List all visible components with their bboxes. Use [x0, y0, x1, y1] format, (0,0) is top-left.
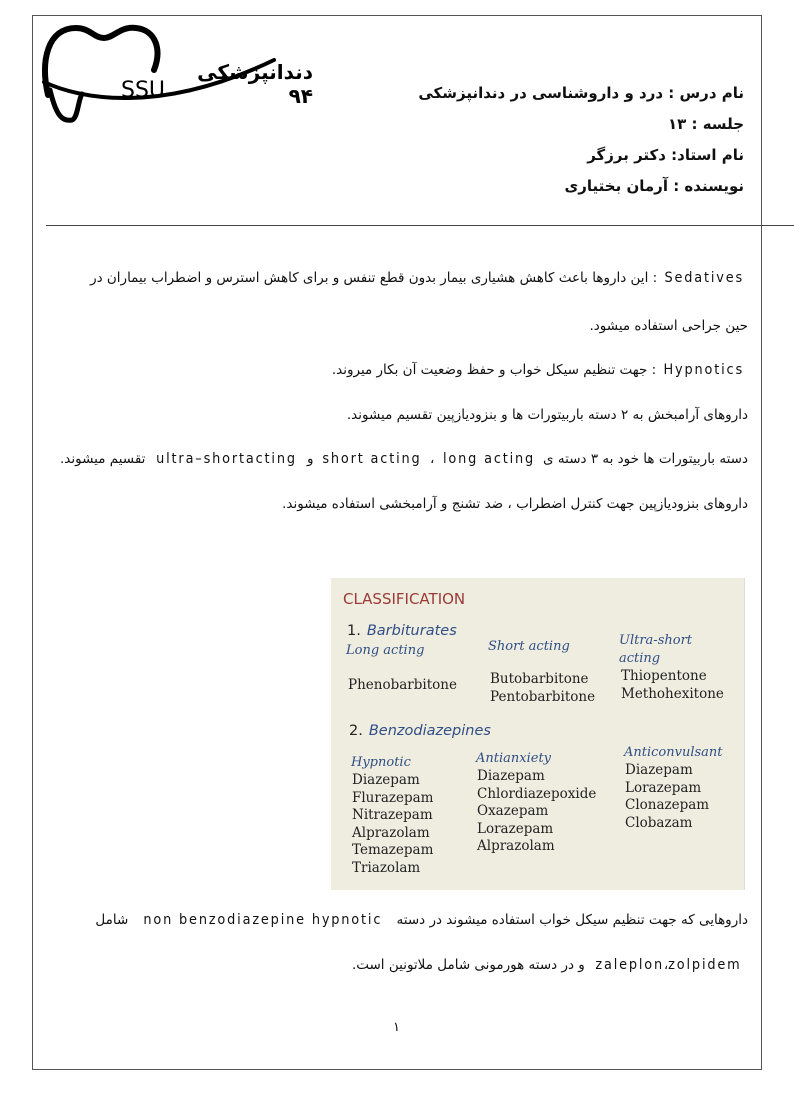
benzodiazepines-col2-list — [477, 768, 596, 856]
sedatives-text-a: : این داروها باعث کاهش هشیاری بیمار بدون قطع تنفس و برای کاهش استرس و اضطراب بیماران در — [90, 270, 658, 286]
benzodiazepines-col3-list — [625, 762, 709, 832]
teacher-line — [384, 140, 744, 171]
term-ultra-short-acting: ultra–shortacting — [155, 451, 297, 467]
paragraph-barbiturate-groups — [48, 451, 748, 467]
group-benzodiazepines-heading — [349, 723, 491, 739]
drug-item: Lorazepam — [477, 820, 554, 837]
paragraph-non-benzo-line2 — [48, 957, 748, 973]
drug-item: Lorazepam — [625, 779, 702, 796]
drug-item: Diazepam — [625, 762, 693, 778]
drug-item: Thiopentone — [621, 668, 707, 684]
logo — [38, 20, 313, 130]
benzodiazepines-col1-label: Hypnotic — [351, 755, 411, 770]
barbiturates-col1-list — [348, 677, 457, 695]
benzodiazepines-col2-label: Antianxiety — [476, 751, 552, 766]
benzodiazepines-col3-label: Anticonvulsant — [624, 745, 723, 760]
group-barbiturates-name: Barbiturates — [366, 623, 457, 639]
term-sedatives: Sedatives — [664, 270, 745, 286]
sedative-groups-text: داروهای آرامبخش به ۲ دسته باربیتورات ها و بنزودیازپین تقسیم میشوند. — [346, 407, 748, 423]
drug-item: Clonazepam — [625, 797, 710, 813]
conjunction-and: و — [307, 451, 314, 467]
drug-item: Nitrazepam — [352, 807, 433, 823]
drug-item: Butobarbitone — [490, 671, 589, 687]
barbiturates-col2-list — [490, 671, 595, 706]
separator-comma: ، — [429, 451, 435, 467]
non-benzo-text-b: شامل — [95, 912, 129, 928]
author-label: نویسنده : — [673, 177, 744, 195]
paragraph-benzodiazepine-use — [48, 496, 748, 512]
barbiturates-col3-label: Ultra-short acting — [619, 633, 693, 666]
term-hypnotics: Hypnotics — [663, 362, 745, 378]
melatonin-text: و در دسته هورمونی شامل ملاتونین است. — [351, 957, 585, 973]
sedatives-text-b: حین جراحی استفاده میشود. — [589, 318, 748, 334]
barbiturates-col1-label: Long acting — [346, 643, 425, 658]
benzodiazepine-use-text: داروهای بنزودیازپین جهت کنترل اضطراب ، ضد تشنج و آرامبخشی استفاده میشوند. — [282, 496, 748, 512]
term-zaleplon-zolpidem: zaleplon،zolpidem — [595, 957, 742, 973]
term-long-acting: long acting — [442, 451, 535, 467]
paragraph-sedatives-line2 — [48, 318, 748, 334]
author-line — [384, 171, 744, 202]
drug-item: Diazepam — [352, 772, 420, 788]
course-value: درد و داروشناسی در دندانپزشکی — [418, 84, 664, 102]
author-value: آرمان بختیاری — [564, 177, 668, 195]
group-barbiturates-heading — [347, 623, 457, 639]
classification-figure — [331, 578, 745, 890]
paragraph-sedative-groups — [48, 407, 748, 423]
session-label: جلسه : — [691, 115, 744, 133]
drug-item: Phenobarbitone — [348, 677, 457, 693]
teacher-value: دکتر برزگر — [587, 146, 666, 164]
group-barbiturates-number: 1. — [347, 623, 361, 639]
course-label: نام درس : — [668, 84, 744, 102]
hypnotics-text: : جهت تنظیم سیکل خواب و حفظ وضعیت آن بکار میروند. — [331, 362, 657, 378]
drug-item: Triazolam — [352, 859, 421, 876]
term-short-acting: short acting — [322, 451, 422, 467]
header-divider — [46, 225, 794, 226]
paragraph-sedatives-line1 — [48, 270, 748, 286]
session-value: ۱۳ — [667, 115, 687, 133]
barbiturate-groups-text-a: دسته باربیتورات ها خود به ۳ دسته ی — [543, 451, 748, 467]
drug-item: Pentobarbitone — [490, 688, 596, 705]
drug-item: Chlordiazepoxide — [477, 785, 597, 802]
teacher-label: نام استاد: — [671, 146, 744, 164]
group-benzodiazepines-name: Benzodiazepines — [368, 723, 491, 739]
drug-item: Alprazolam — [352, 824, 430, 841]
group-benzodiazepines-number: 2. — [349, 723, 363, 739]
drug-item: Alprazolam — [477, 838, 555, 854]
drug-item: Temazepam — [352, 842, 434, 858]
barbiturate-groups-text-b: تقسیم میشوند. — [60, 451, 146, 467]
drug-item: Oxazepam — [477, 803, 549, 819]
drug-item: Clobazam — [625, 814, 693, 831]
barbiturates-col2-label: Short acting — [488, 639, 570, 654]
session-line — [384, 109, 744, 140]
logo-abbreviation: SSU — [121, 78, 166, 103]
course-name-line — [384, 78, 744, 109]
drug-item: Diazepam — [477, 768, 545, 784]
logo-text: دندانپزشکی ۹۴ — [197, 60, 313, 108]
term-non-benzodiazepine-hypnotic: non benzodiazepine hypnotic — [142, 912, 382, 928]
paragraph-hypnotics — [48, 362, 748, 378]
drug-item: Flurazepam — [352, 789, 434, 806]
barbiturates-col3-list — [621, 668, 724, 703]
course-info — [384, 78, 744, 202]
drug-item: Methohexitone — [621, 685, 724, 702]
page-number: ۱ — [393, 1020, 400, 1035]
benzodiazepines-col1-list — [352, 772, 433, 877]
non-benzo-text-a: داروهایی که جهت تنظیم سیکل خواب استفاده میشوند در دسته — [396, 912, 748, 928]
classification-title: CLASSIFICATION — [343, 590, 466, 608]
paragraph-non-benzo-line1 — [48, 912, 748, 928]
